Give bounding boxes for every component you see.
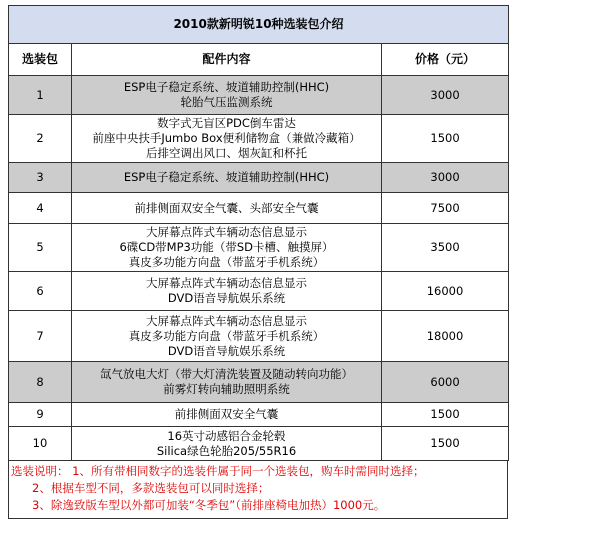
content-line: 16英寸动感铝合金轮毂 — [167, 428, 286, 443]
package-number: 9 — [9, 403, 72, 427]
package-price: 7500 — [382, 193, 509, 224]
package-number: 2 — [9, 115, 72, 163]
content-line: ESP电子稳定系统、坡道辅助控制(HHC) — [123, 170, 330, 184]
header-package: 选装包 — [9, 44, 72, 76]
table-row — [9, 427, 509, 461]
note-line-2: 2、根据车型不同，多款选装包可以同时选择； — [32, 481, 270, 495]
header-price: 价格（元） — [382, 44, 509, 76]
package-price: 1500 — [382, 403, 509, 427]
options-package-table — [8, 5, 509, 461]
package-content — [72, 362, 382, 403]
content-line: 前雾灯转向辅助照明系统 — [163, 382, 290, 396]
package-content — [72, 76, 382, 115]
note-line-3: 3、除逸致版车型以外都可加装“冬季包”（前排座椅电加热）1000元。 — [32, 498, 386, 512]
content-line: 大屏幕点阵式车辆动态信息显示 — [146, 276, 307, 290]
table-body — [9, 76, 509, 461]
content-line: Silica绿色轮胎205/55R16 — [156, 443, 297, 458]
package-table-container — [8, 5, 508, 519]
package-content — [72, 427, 382, 461]
content-line: 前排侧面双安全气囊、头部安全气囊 — [134, 200, 319, 215]
package-number: 8 — [9, 362, 72, 403]
package-number: 10 — [9, 427, 72, 461]
package-content — [72, 193, 382, 224]
note-line-1: 选装说明： 1、所有带相同数字的选装件属于同一个选装包，购车时需同时选择； — [11, 464, 425, 478]
content-line: 数字式无盲区PDC倒车雷达 — [157, 116, 296, 130]
table-row — [9, 362, 509, 403]
package-number: 1 — [9, 76, 72, 115]
package-price: 16000 — [382, 272, 509, 311]
package-content — [72, 224, 382, 272]
content-line: DVD语音导航娱乐系统 — [167, 343, 286, 358]
package-content — [72, 115, 382, 163]
package-price: 1500 — [382, 115, 509, 163]
content-line: 6碟CD带MP3功能（带SD卡槽、触摸屏） — [119, 240, 334, 254]
table-row — [9, 403, 509, 427]
table-row — [9, 76, 509, 115]
package-price: 3500 — [382, 224, 509, 272]
content-line: 真皮多功能方向盘（带蓝牙手机系统） — [128, 255, 325, 269]
content-line: 前座中央扶手Jumbo Box便利储物盒（兼做冷藏箱） — [92, 131, 361, 145]
content-line: 轮胎气压监测系统 — [180, 95, 273, 109]
package-number: 7 — [9, 311, 72, 362]
table-title-row — [9, 6, 509, 44]
content-line: 前排侧面双安全气囊 — [174, 407, 279, 421]
table-row — [9, 224, 509, 272]
table-row — [9, 193, 509, 224]
table-header-row — [9, 44, 509, 76]
package-number: 4 — [9, 193, 72, 224]
package-content — [72, 403, 382, 427]
table-row — [9, 115, 509, 163]
package-content — [72, 272, 382, 311]
content-line: 大屏幕点阵式车辆动态信息显示 — [146, 313, 307, 328]
content-line: 大屏幕点阵式车辆动态信息显示 — [146, 225, 307, 239]
package-price: 18000 — [382, 311, 509, 362]
table-row — [9, 311, 509, 362]
package-price: 1500 — [382, 427, 509, 461]
header-content: 配件内容 — [72, 44, 382, 76]
package-number: 5 — [9, 224, 72, 272]
content-line: 氙气放电大灯（带大灯清洗装置及随动转向功能） — [100, 367, 353, 381]
package-price: 3000 — [382, 163, 509, 193]
content-line: DVD语音导航娱乐系统 — [167, 291, 286, 305]
package-content — [72, 311, 382, 362]
table-row — [9, 163, 509, 193]
package-number: 3 — [9, 163, 72, 193]
option-notes — [8, 461, 508, 519]
package-content — [72, 163, 382, 193]
package-price: 6000 — [382, 362, 509, 403]
content-line: ESP电子稳定系统、坡道辅助控制(HHC) — [123, 80, 330, 94]
table-title: 2010款新明锐10种选装包介绍 — [9, 6, 509, 44]
content-line: 真皮多功能方向盘（带蓝牙手机系统） — [128, 328, 325, 343]
package-price: 3000 — [382, 76, 509, 115]
table-row — [9, 272, 509, 311]
content-line: 后排空调出风口、烟灰缸和杯托 — [146, 146, 307, 160]
package-number: 6 — [9, 272, 72, 311]
